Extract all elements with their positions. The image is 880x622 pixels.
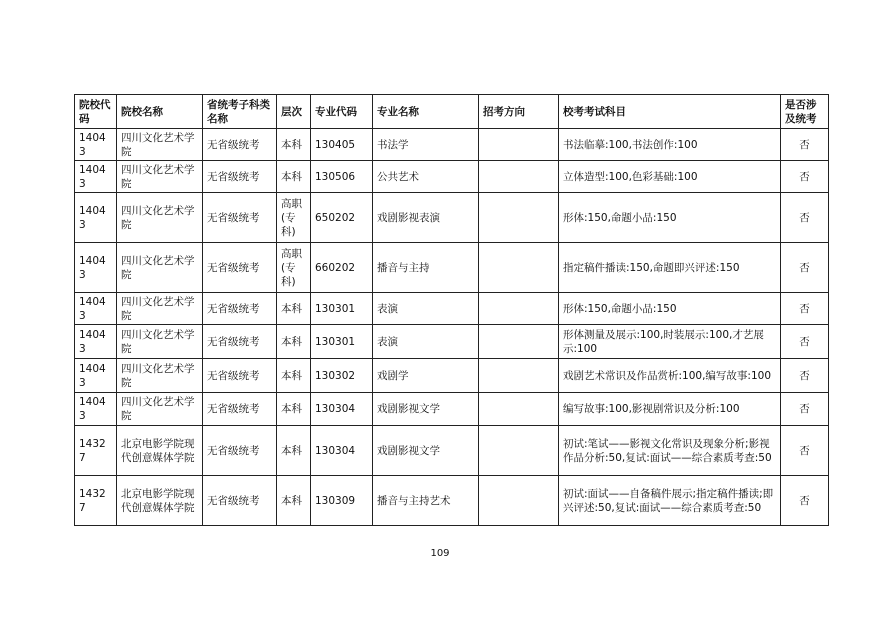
cell-subcategory: 无省级统考 (203, 129, 277, 161)
cell-subcategory: 无省级统考 (203, 476, 277, 526)
cell-exam-subjects: 初试:面试——自备稿件展示;指定稿件播读;即兴评述:50,复试:面试——综合素质考查:50 (559, 476, 781, 526)
table-row (75, 476, 829, 526)
table-row (75, 426, 829, 476)
cell-subcategory: 无省级统考 (203, 293, 277, 325)
cell-major-name: 戏剧影视表演 (373, 193, 479, 243)
table-row (75, 393, 829, 426)
cell-school-name: 四川文化艺术学院 (117, 325, 203, 359)
cell-direction (479, 325, 559, 359)
cell-school-code: 14043 (75, 293, 117, 325)
cell-subcategory: 无省级统考 (203, 426, 277, 476)
cell-exam-subjects: 立体造型:100,色彩基础:100 (559, 161, 781, 193)
cell-subcategory: 无省级统考 (203, 243, 277, 293)
cell-subcategory: 无省级统考 (203, 359, 277, 393)
cell-major-name: 戏剧影视文学 (373, 393, 479, 426)
admissions-table (74, 94, 829, 526)
cell-major-code: 130304 (311, 426, 373, 476)
cell-direction (479, 129, 559, 161)
cell-school-code: 14043 (75, 129, 117, 161)
cell-unified-exam: 否 (781, 426, 829, 476)
cell-exam-subjects: 编写故事:100,影视剧常识及分析:100 (559, 393, 781, 426)
cell-direction (479, 193, 559, 243)
table-row (75, 161, 829, 193)
cell-direction (479, 161, 559, 193)
cell-major-name: 播音与主持 (373, 243, 479, 293)
cell-direction (479, 476, 559, 526)
cell-subcategory: 无省级统考 (203, 161, 277, 193)
cell-school-name: 四川文化艺术学院 (117, 359, 203, 393)
cell-level: 本科 (277, 426, 311, 476)
cell-school-code: 14043 (75, 393, 117, 426)
cell-major-code: 130304 (311, 393, 373, 426)
cell-unified-exam: 否 (781, 476, 829, 526)
page-number: 109 (430, 548, 450, 559)
cell-major-code: 660202 (311, 243, 373, 293)
cell-direction (479, 293, 559, 325)
header-major-code: 专业代码 (311, 95, 373, 129)
cell-unified-exam: 否 (781, 293, 829, 325)
cell-exam-subjects: 书法临摹:100,书法创作:100 (559, 129, 781, 161)
cell-level: 本科 (277, 293, 311, 325)
cell-unified-exam: 否 (781, 129, 829, 161)
cell-major-name: 书法学 (373, 129, 479, 161)
cell-exam-subjects: 形体:150,命题小品:150 (559, 193, 781, 243)
cell-school-name: 四川文化艺术学院 (117, 393, 203, 426)
cell-school-name: 四川文化艺术学院 (117, 293, 203, 325)
cell-unified-exam: 否 (781, 359, 829, 393)
table-body (75, 129, 829, 526)
cell-major-code: 130301 (311, 325, 373, 359)
cell-level: 高职(专科) (277, 193, 311, 243)
header-exam-subjects: 校考考试科目 (559, 95, 781, 129)
cell-school-code: 14043 (75, 243, 117, 293)
cell-major-name: 戏剧影视文学 (373, 426, 479, 476)
cell-major-name: 表演 (373, 325, 479, 359)
table-row (75, 129, 829, 161)
cell-school-name: 北京电影学院现代创意媒体学院 (117, 476, 203, 526)
cell-unified-exam: 否 (781, 161, 829, 193)
header-school-code: 院校代码 (75, 95, 117, 129)
cell-school-code: 14043 (75, 359, 117, 393)
header-direction: 招考方向 (479, 95, 559, 129)
table-header-row (75, 95, 829, 129)
table-row (75, 325, 829, 359)
cell-level: 本科 (277, 129, 311, 161)
cell-subcategory: 无省级统考 (203, 193, 277, 243)
cell-major-code: 130309 (311, 476, 373, 526)
cell-exam-subjects: 指定稿件播读:150,命题即兴评述:150 (559, 243, 781, 293)
table-row (75, 193, 829, 243)
cell-school-name: 四川文化艺术学院 (117, 193, 203, 243)
cell-school-name: 四川文化艺术学院 (117, 129, 203, 161)
cell-exam-subjects: 戏剧艺术常识及作品赏析:100,编写故事:100 (559, 359, 781, 393)
cell-level: 本科 (277, 359, 311, 393)
cell-school-name: 北京电影学院现代创意媒体学院 (117, 426, 203, 476)
header-level: 层次 (277, 95, 311, 129)
cell-school-code: 14043 (75, 325, 117, 359)
cell-major-name: 播音与主持艺术 (373, 476, 479, 526)
cell-major-code: 130301 (311, 293, 373, 325)
table-row (75, 243, 829, 293)
cell-level: 本科 (277, 476, 311, 526)
cell-unified-exam: 否 (781, 243, 829, 293)
cell-school-code: 14327 (75, 476, 117, 526)
cell-direction (479, 359, 559, 393)
cell-level: 高职(专科) (277, 243, 311, 293)
cell-school-code: 14327 (75, 426, 117, 476)
cell-unified-exam: 否 (781, 193, 829, 243)
cell-exam-subjects: 形体:150,命题小品:150 (559, 293, 781, 325)
cell-major-code: 650202 (311, 193, 373, 243)
cell-subcategory: 无省级统考 (203, 393, 277, 426)
cell-level: 本科 (277, 393, 311, 426)
cell-major-name: 公共艺术 (373, 161, 479, 193)
cell-unified-exam: 否 (781, 393, 829, 426)
cell-major-code: 130405 (311, 129, 373, 161)
cell-major-code: 130302 (311, 359, 373, 393)
cell-exam-subjects: 形体测量及展示:100,时装展示:100,才艺展示:100 (559, 325, 781, 359)
cell-major-name: 戏剧学 (373, 359, 479, 393)
cell-major-name: 表演 (373, 293, 479, 325)
cell-direction (479, 243, 559, 293)
cell-major-code: 130506 (311, 161, 373, 193)
header-major-name: 专业名称 (373, 95, 479, 129)
header-school-name: 院校名称 (117, 95, 203, 129)
cell-school-code: 14043 (75, 161, 117, 193)
cell-school-name: 四川文化艺术学院 (117, 243, 203, 293)
cell-direction (479, 426, 559, 476)
table-row (75, 359, 829, 393)
cell-direction (479, 393, 559, 426)
cell-level: 本科 (277, 161, 311, 193)
cell-level: 本科 (277, 325, 311, 359)
cell-subcategory: 无省级统考 (203, 325, 277, 359)
cell-exam-subjects: 初试:笔试——影视文化常识及现象分析;影视作品分析:50,复试:面试——综合素质考查:50 (559, 426, 781, 476)
cell-school-code: 14043 (75, 193, 117, 243)
table-row (75, 293, 829, 325)
header-unified-exam: 是否涉及统考 (781, 95, 829, 129)
cell-unified-exam: 否 (781, 325, 829, 359)
cell-school-name: 四川文化艺术学院 (117, 161, 203, 193)
header-subcategory: 省统考子科类名称 (203, 95, 277, 129)
